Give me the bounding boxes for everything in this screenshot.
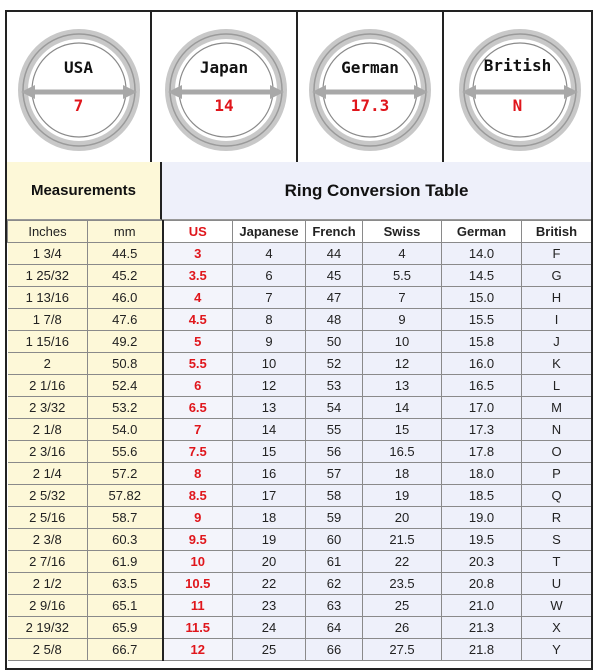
table-row (8, 617, 592, 639)
cell-french: 54 (306, 397, 363, 419)
table-title: Ring Conversion Table (162, 162, 591, 220)
cell-mm: 61.9 (88, 551, 163, 573)
cell-mm: 58.7 (88, 507, 163, 529)
ring-label-japan: Japan (199, 58, 249, 77)
cell-swiss: 4 (363, 243, 442, 265)
cell-mm: 55.6 (88, 441, 163, 463)
cell-japanese: 25 (233, 639, 306, 661)
cell-japanese: 22 (233, 573, 306, 595)
cell-british: W (522, 595, 592, 617)
cell-us: 3.5 (163, 265, 233, 287)
cell-british: G (522, 265, 592, 287)
table-row (8, 595, 592, 617)
column-header-swiss: Swiss (363, 221, 442, 243)
table-row (8, 441, 592, 463)
cell-us: 8 (163, 463, 233, 485)
ring-value-usa: 7 (73, 96, 84, 115)
cell-french: 66 (306, 639, 363, 661)
table-row (8, 243, 592, 265)
cell-french: 48 (306, 309, 363, 331)
cell-german: 14.0 (442, 243, 522, 265)
cell-british: J (522, 331, 592, 353)
cell-british: Y (522, 639, 592, 661)
cell-inches: 2 7/16 (8, 551, 88, 573)
cell-us: 11.5 (163, 617, 233, 639)
column-header-british: British (522, 221, 592, 243)
cell-us: 7 (163, 419, 233, 441)
table-row (8, 287, 592, 309)
cell-british: L (522, 375, 592, 397)
ring-icon (7, 12, 152, 162)
ring-icon (298, 12, 444, 162)
cell-swiss: 14 (363, 397, 442, 419)
column-header-japanese: Japanese (233, 221, 306, 243)
cell-german: 16.0 (442, 353, 522, 375)
cell-french: 55 (306, 419, 363, 441)
cell-german: 20.8 (442, 573, 522, 595)
cell-mm: 66.7 (88, 639, 163, 661)
cell-german: 14.5 (442, 265, 522, 287)
cell-french: 57 (306, 463, 363, 485)
cell-german: 21.0 (442, 595, 522, 617)
ring-british (444, 12, 591, 162)
cell-french: 59 (306, 507, 363, 529)
cell-british: Q (522, 485, 592, 507)
cell-us: 4 (163, 287, 233, 309)
cell-french: 56 (306, 441, 363, 463)
table-row (8, 551, 592, 573)
cell-british: F (522, 243, 592, 265)
cell-british: O (522, 441, 592, 463)
cell-german: 17.0 (442, 397, 522, 419)
cell-us: 3 (163, 243, 233, 265)
cell-japanese: 12 (233, 375, 306, 397)
cell-swiss: 18 (363, 463, 442, 485)
cell-british: M (522, 397, 592, 419)
cell-inches: 2 1/16 (8, 375, 88, 397)
cell-swiss: 19 (363, 485, 442, 507)
cell-japanese: 14 (233, 419, 306, 441)
cell-mm: 65.9 (88, 617, 163, 639)
ring-japan (152, 12, 298, 162)
cell-us: 10.5 (163, 573, 233, 595)
cell-japanese: 16 (233, 463, 306, 485)
cell-japanese: 6 (233, 265, 306, 287)
cell-inches: 2 1/4 (8, 463, 88, 485)
cell-german: 17.8 (442, 441, 522, 463)
ring-usa (7, 12, 152, 162)
cell-japanese: 18 (233, 507, 306, 529)
cell-french: 47 (306, 287, 363, 309)
ring-size-chart (5, 10, 593, 670)
ring-german (298, 12, 444, 162)
cell-mm: 60.3 (88, 529, 163, 551)
cell-japanese: 7 (233, 287, 306, 309)
cell-japanese: 23 (233, 595, 306, 617)
cell-swiss: 12 (363, 353, 442, 375)
table-row (8, 463, 592, 485)
table-row (8, 309, 592, 331)
cell-french: 44 (306, 243, 363, 265)
cell-british: X (522, 617, 592, 639)
cell-french: 45 (306, 265, 363, 287)
cell-german: 16.5 (442, 375, 522, 397)
cell-inches: 2 3/32 (8, 397, 88, 419)
cell-us: 5.5 (163, 353, 233, 375)
ring-value-german: 17.3 (350, 96, 390, 115)
ring-label-german: German (341, 58, 399, 77)
cell-japanese: 13 (233, 397, 306, 419)
cell-us: 6 (163, 375, 233, 397)
cell-french: 50 (306, 331, 363, 353)
cell-inches: 2 (8, 353, 88, 375)
cell-japanese: 20 (233, 551, 306, 573)
cell-japanese: 10 (233, 353, 306, 375)
cell-inches: 2 1/2 (8, 573, 88, 595)
cell-french: 52 (306, 353, 363, 375)
ring-icon (152, 12, 298, 162)
cell-inches: 2 19/32 (8, 617, 88, 639)
cell-german: 15.5 (442, 309, 522, 331)
cell-mm: 53.2 (88, 397, 163, 419)
cell-swiss: 7 (363, 287, 442, 309)
cell-french: 53 (306, 375, 363, 397)
cell-inches: 2 1/8 (8, 419, 88, 441)
cell-british: P (522, 463, 592, 485)
ring-label-british: British (483, 56, 552, 75)
cell-british: T (522, 551, 592, 573)
table-row (8, 397, 592, 419)
table-row (8, 639, 592, 661)
cell-german: 18.0 (442, 463, 522, 485)
cell-inches: 1 7/8 (8, 309, 88, 331)
cell-us: 12 (163, 639, 233, 661)
cell-swiss: 21.5 (363, 529, 442, 551)
cell-us: 7.5 (163, 441, 233, 463)
cell-swiss: 13 (363, 375, 442, 397)
ring-icon (444, 12, 591, 162)
cell-swiss: 9 (363, 309, 442, 331)
ring-illustrations (7, 12, 591, 164)
cell-inches: 2 5/32 (8, 485, 88, 507)
cell-us: 4.5 (163, 309, 233, 331)
cell-japanese: 15 (233, 441, 306, 463)
ring-value-british: N (512, 96, 523, 115)
cell-german: 20.3 (442, 551, 522, 573)
cell-japanese: 19 (233, 529, 306, 551)
cell-swiss: 25 (363, 595, 442, 617)
table-row (8, 419, 592, 441)
measurements-header: Measurements (7, 162, 162, 220)
cell-swiss: 5.5 (363, 265, 442, 287)
table-row (8, 507, 592, 529)
cell-swiss: 26 (363, 617, 442, 639)
cell-french: 62 (306, 573, 363, 595)
cell-swiss: 22 (363, 551, 442, 573)
cell-us: 5 (163, 331, 233, 353)
cell-french: 60 (306, 529, 363, 551)
cell-swiss: 10 (363, 331, 442, 353)
cell-german: 15.8 (442, 331, 522, 353)
cell-mm: 63.5 (88, 573, 163, 595)
cell-french: 61 (306, 551, 363, 573)
cell-swiss: 23.5 (363, 573, 442, 595)
table-row (8, 529, 592, 551)
ring-label-usa: USA (64, 58, 93, 77)
cell-us: 10 (163, 551, 233, 573)
cell-inches: 1 25/32 (8, 265, 88, 287)
cell-swiss: 20 (363, 507, 442, 529)
cell-german: 18.5 (442, 485, 522, 507)
table-row (8, 485, 592, 507)
column-header-row (8, 221, 592, 243)
cell-mm: 49.2 (88, 331, 163, 353)
cell-inches: 2 5/16 (8, 507, 88, 529)
cell-mm: 45.2 (88, 265, 163, 287)
cell-german: 21.8 (442, 639, 522, 661)
cell-german: 19.0 (442, 507, 522, 529)
cell-british: K (522, 353, 592, 375)
cell-german: 21.3 (442, 617, 522, 639)
cell-us: 9.5 (163, 529, 233, 551)
cell-mm: 57.2 (88, 463, 163, 485)
table-body (8, 243, 592, 661)
table-row (8, 375, 592, 397)
cell-french: 58 (306, 485, 363, 507)
cell-inches: 2 3/8 (8, 529, 88, 551)
table-row (8, 353, 592, 375)
cell-us: 11 (163, 595, 233, 617)
cell-swiss: 27.5 (363, 639, 442, 661)
cell-inches: 2 5/8 (8, 639, 88, 661)
cell-swiss: 16.5 (363, 441, 442, 463)
cell-japanese: 9 (233, 331, 306, 353)
cell-british: H (522, 287, 592, 309)
cell-british: S (522, 529, 592, 551)
column-header-german: German (442, 221, 522, 243)
conversion-table (7, 220, 592, 661)
cell-mm: 50.8 (88, 353, 163, 375)
cell-mm: 65.1 (88, 595, 163, 617)
cell-japanese: 4 (233, 243, 306, 265)
cell-us: 8.5 (163, 485, 233, 507)
cell-mm: 44.5 (88, 243, 163, 265)
ring-value-japan: 14 (214, 96, 234, 115)
cell-german: 17.3 (442, 419, 522, 441)
cell-inches: 2 9/16 (8, 595, 88, 617)
column-header-french: French (306, 221, 363, 243)
cell-swiss: 15 (363, 419, 442, 441)
column-header-us: US (163, 221, 233, 243)
cell-inches: 1 15/16 (8, 331, 88, 353)
cell-mm: 57.82 (88, 485, 163, 507)
cell-inches: 1 13/16 (8, 287, 88, 309)
cell-us: 9 (163, 507, 233, 529)
table-row (8, 331, 592, 353)
cell-japanese: 24 (233, 617, 306, 639)
cell-mm: 46.0 (88, 287, 163, 309)
table-row (8, 265, 592, 287)
cell-french: 63 (306, 595, 363, 617)
cell-french: 64 (306, 617, 363, 639)
cell-mm: 47.6 (88, 309, 163, 331)
cell-british: I (522, 309, 592, 331)
column-header-inches: Inches (8, 221, 88, 243)
cell-japanese: 8 (233, 309, 306, 331)
cell-british: R (522, 507, 592, 529)
cell-mm: 52.4 (88, 375, 163, 397)
cell-german: 15.0 (442, 287, 522, 309)
column-header-mm: mm (88, 221, 163, 243)
cell-british: N (522, 419, 592, 441)
cell-german: 19.5 (442, 529, 522, 551)
cell-british: U (522, 573, 592, 595)
cell-inches: 2 3/16 (8, 441, 88, 463)
cell-japanese: 17 (233, 485, 306, 507)
cell-inches: 1 3/4 (8, 243, 88, 265)
table-row (8, 573, 592, 595)
cell-mm: 54.0 (88, 419, 163, 441)
cell-us: 6.5 (163, 397, 233, 419)
